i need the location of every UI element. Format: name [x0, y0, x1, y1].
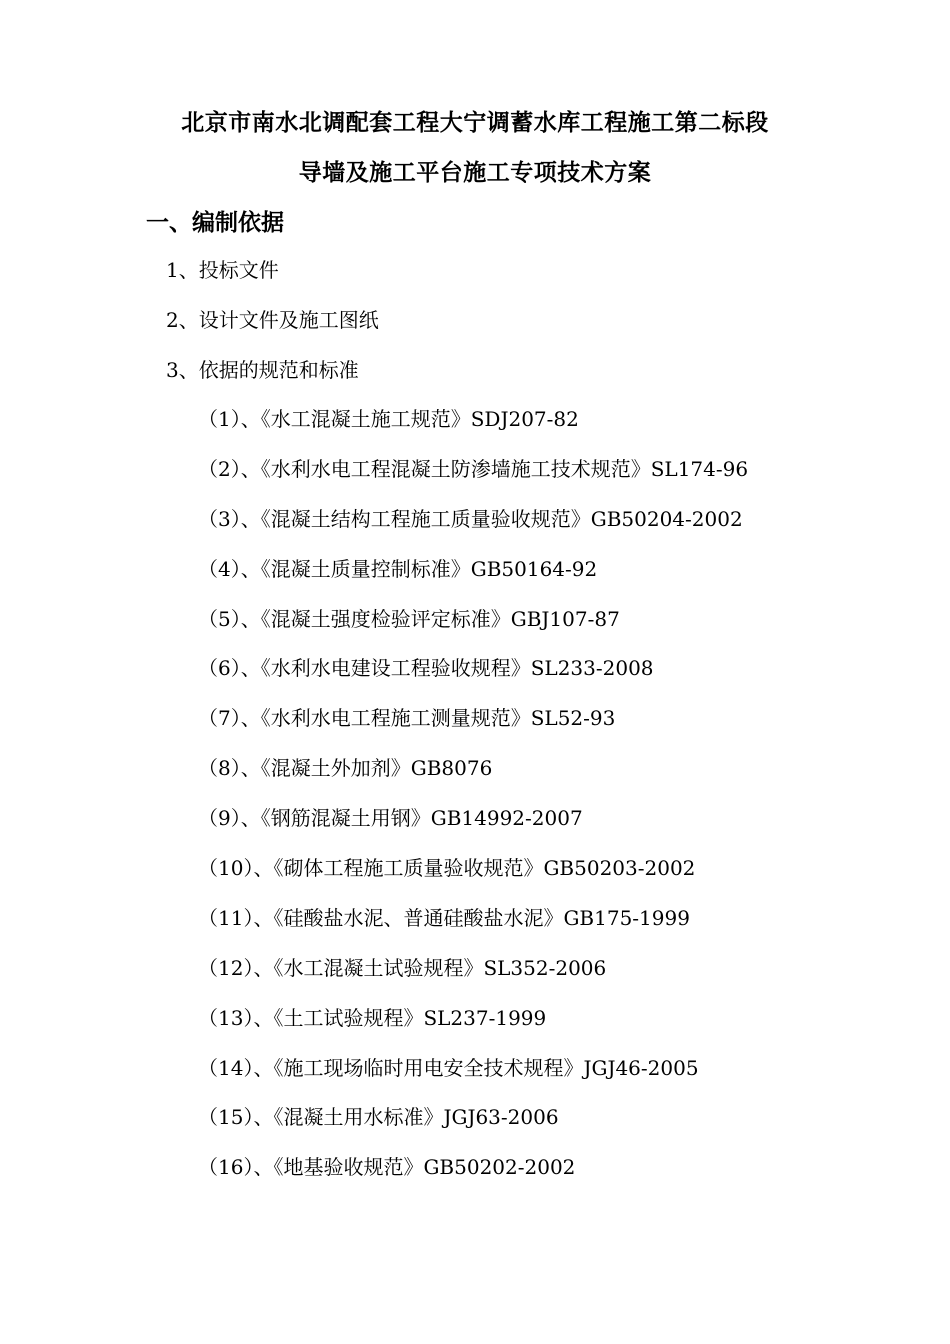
basis-item: 3、依据的规范和标准	[166, 358, 359, 382]
standard-item: （6）、《水利水电建设工程验收规程》SL233-2008	[198, 656, 654, 681]
standard-item: （5）、《混凝土强度检验评定标准》GBJ107-87	[198, 606, 620, 631]
standard-item: （15）、《混凝土用水标准》JGJ63-2006	[198, 1105, 559, 1130]
standard-item: （16）、《地基验收规范》GB50202-2002	[198, 1155, 576, 1180]
document-title-line-1: 北京市南水北调配套工程大宁调蓄水库工程施工第二标段	[181, 109, 769, 136]
standard-item: （7）、《水利水电工程施工测量规范》SL52-93	[198, 706, 616, 731]
standards-list	[0, 405, 950, 1203]
standard-item: （4）、《混凝土质量控制标准》GB50164-92	[198, 556, 598, 581]
section-heading: 一、编制依据	[146, 209, 284, 236]
standard-item: （1）、《水工混凝土施工规范》SDJ207-82	[198, 407, 579, 431]
standard-item: （9）、《钢筋混凝土用钢》GB14992-2007	[198, 806, 583, 831]
standard-item: （8）、《混凝土外加剂》GB8076	[198, 756, 493, 781]
basis-item: 1、投标文件	[166, 258, 279, 282]
standard-item: （10）、《砌体工程施工质量验收规范》GB50203-2002	[198, 856, 696, 881]
standard-item: （13）、《土工试验规程》SL237-1999	[198, 1005, 547, 1030]
standard-item: （2）、《水利水电工程混凝土防渗墙施工技术规范》SL174-96	[198, 456, 749, 481]
standard-item: （12）、《水工混凝土试验规程》SL352-2006	[198, 955, 607, 980]
standard-item: （14）、《施工现场临时用电安全技术规程》JGJ46-2005	[198, 1055, 699, 1080]
standard-item: （11）、《硅酸盐水泥、普通硅酸盐水泥》GB175-1999	[198, 905, 690, 930]
basis-list	[0, 256, 950, 406]
basis-item: 2、设计文件及施工图纸	[166, 308, 379, 332]
document-title-line-2: 导墙及施工平台施工专项技术方案	[298, 159, 652, 186]
standard-item: （3）、《混凝土结构工程施工质量验收规范》GB50204-2002	[198, 506, 743, 531]
